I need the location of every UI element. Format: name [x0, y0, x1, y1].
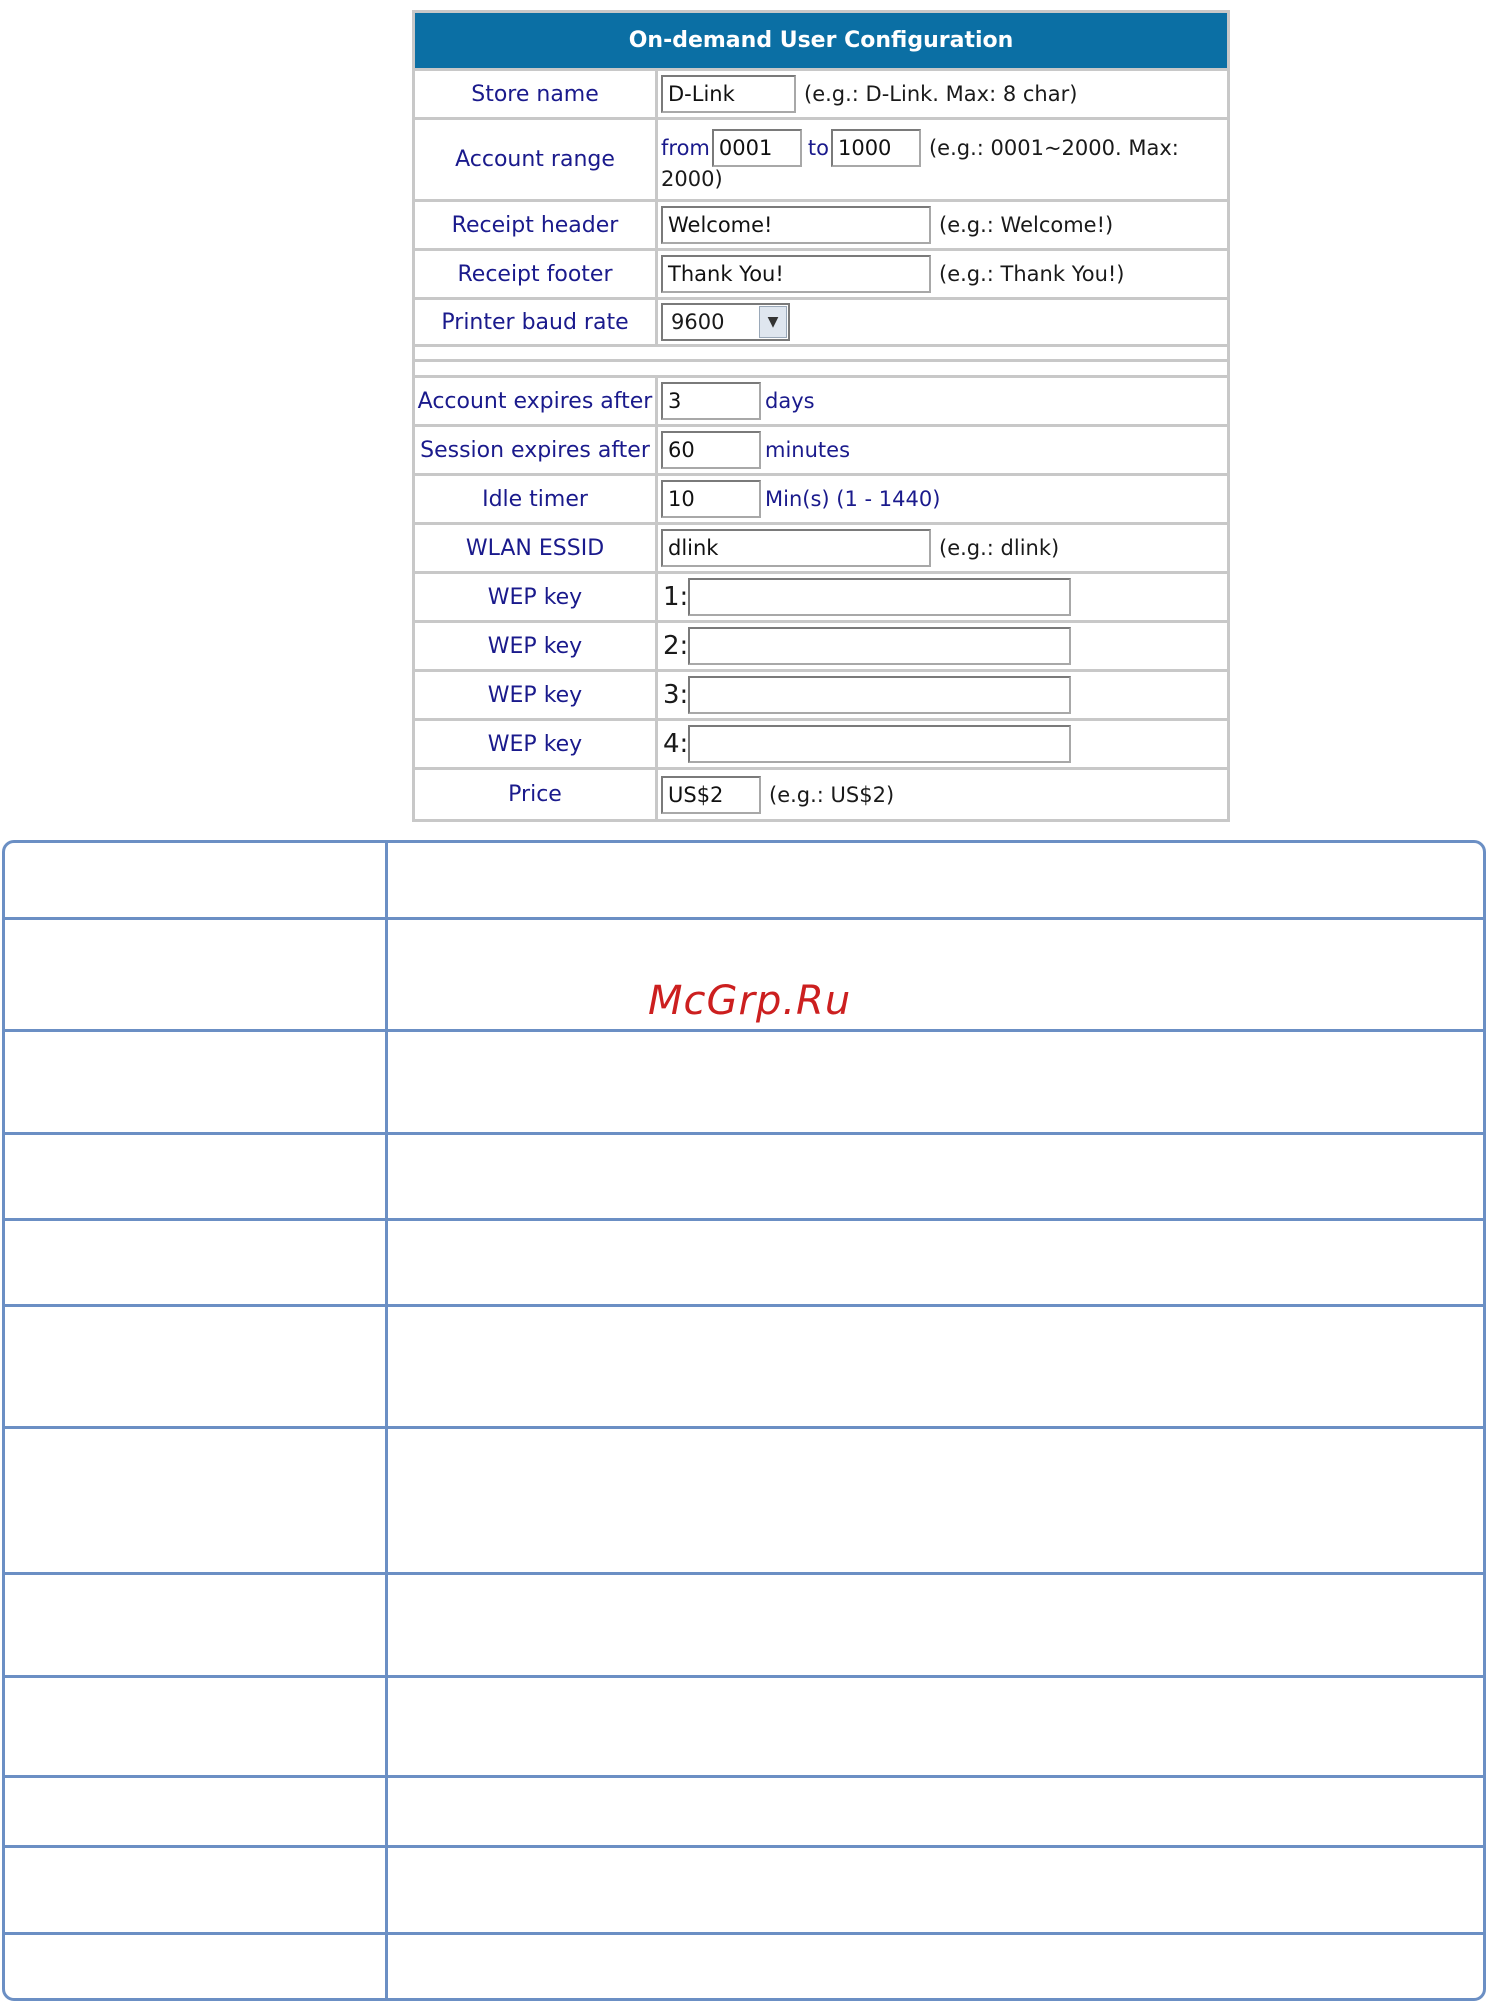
- wlan-essid-label: WLAN ESSID: [415, 525, 658, 571]
- row-price: [415, 770, 1227, 819]
- baud-rate-select[interactable]: [661, 303, 790, 341]
- receipt-footer-hint: (e.g.: Thank You!): [939, 262, 1125, 286]
- row-wlan-essid: [415, 525, 1227, 574]
- row-wep-key-4: [415, 721, 1227, 770]
- receipt-header-input[interactable]: Welcome!: [661, 206, 931, 244]
- spacer-row: [415, 347, 1227, 362]
- session-expires-unit: minutes: [765, 438, 851, 462]
- receipt-header-label: Receipt header: [415, 202, 658, 248]
- table-row: [5, 1572, 1483, 1575]
- spacer-row: [415, 362, 1227, 378]
- row-wep-key-2: [415, 623, 1227, 672]
- row-wep-key-1: [415, 574, 1227, 623]
- account-from-input[interactable]: 0001: [712, 129, 802, 167]
- table-column-divider: [385, 843, 388, 1998]
- account-expires-unit: days: [765, 389, 815, 413]
- table-row: [5, 1218, 1483, 1221]
- printer-baud-rate-label: Printer baud rate: [415, 300, 658, 344]
- table-row: [5, 1932, 1483, 1935]
- wep-key-label: WEP key: [415, 672, 658, 718]
- account-range-label: Account range: [415, 120, 658, 199]
- on-demand-config-panel: [412, 10, 1230, 822]
- table-row: [5, 917, 1483, 920]
- wep-key-3-input[interactable]: [688, 676, 1071, 714]
- watermark-text: McGrp.Ru: [648, 978, 852, 1024]
- receipt-footer-input[interactable]: Thank You!: [661, 255, 931, 293]
- account-to-input[interactable]: 1000: [831, 129, 921, 167]
- wep-key-2-input[interactable]: [688, 627, 1071, 665]
- table-row: [5, 1775, 1483, 1778]
- wlan-essid-hint: (e.g.: dlink): [939, 536, 1060, 560]
- store-name-input[interactable]: D-Link: [661, 75, 796, 113]
- account-expires-input[interactable]: 3: [661, 382, 761, 420]
- account-range-hint-cont: 2000): [661, 166, 723, 191]
- table-row: [5, 1426, 1483, 1429]
- chevron-down-icon[interactable]: ▼: [759, 306, 787, 338]
- row-account-expires: [415, 378, 1227, 427]
- row-account-range: [415, 120, 1227, 202]
- session-expires-label: Session expires after: [415, 427, 658, 473]
- price-input[interactable]: US$2: [661, 776, 761, 814]
- from-label: from: [661, 135, 710, 160]
- store-name-hint: (e.g.: D-Link. Max: 8 char): [804, 82, 1078, 106]
- wep-key-4-input[interactable]: [688, 725, 1071, 763]
- table-row: [5, 1029, 1483, 1032]
- receipt-footer-label: Receipt footer: [415, 251, 658, 297]
- wep-key-label: WEP key: [415, 721, 658, 767]
- wep-key-index: 1:: [663, 582, 689, 612]
- session-expires-input[interactable]: 60: [661, 431, 761, 469]
- panel-title: On-demand User Configuration: [415, 13, 1227, 71]
- wep-key-label: WEP key: [415, 574, 658, 620]
- row-wep-key-3: [415, 672, 1227, 721]
- idle-timer-unit: Min(s) (1 - 1440): [765, 487, 941, 511]
- table-row: [5, 1675, 1483, 1678]
- row-session-expires: [415, 427, 1227, 476]
- idle-timer-label: Idle timer: [415, 476, 658, 522]
- price-label: Price: [415, 770, 658, 819]
- table-row: [5, 1132, 1483, 1135]
- baud-rate-value: 9600: [671, 310, 725, 334]
- idle-timer-input[interactable]: 10: [661, 480, 761, 518]
- table-row: [5, 1304, 1483, 1307]
- row-receipt-footer: [415, 251, 1227, 300]
- account-expires-label: Account expires after: [415, 378, 658, 424]
- wep-key-index: 3:: [663, 680, 689, 710]
- wep-key-index: 4:: [663, 729, 689, 759]
- row-printer-baud-rate: [415, 300, 1227, 347]
- wep-key-1-input[interactable]: [688, 578, 1071, 616]
- row-idle-timer: [415, 476, 1227, 525]
- table-row: [5, 1845, 1483, 1848]
- account-range-hint: (e.g.: 0001~2000. Max:: [928, 135, 1179, 160]
- price-hint: (e.g.: US$2): [769, 782, 895, 807]
- to-label: to: [807, 135, 829, 160]
- receipt-header-hint: (e.g.: Welcome!): [939, 213, 1114, 237]
- store-name-label: Store name: [415, 71, 658, 117]
- row-receipt-header: [415, 202, 1227, 251]
- wep-key-label: WEP key: [415, 623, 658, 669]
- wep-key-index: 2:: [663, 631, 689, 661]
- row-store-name: [415, 71, 1227, 120]
- wlan-essid-input[interactable]: dlink: [661, 529, 931, 567]
